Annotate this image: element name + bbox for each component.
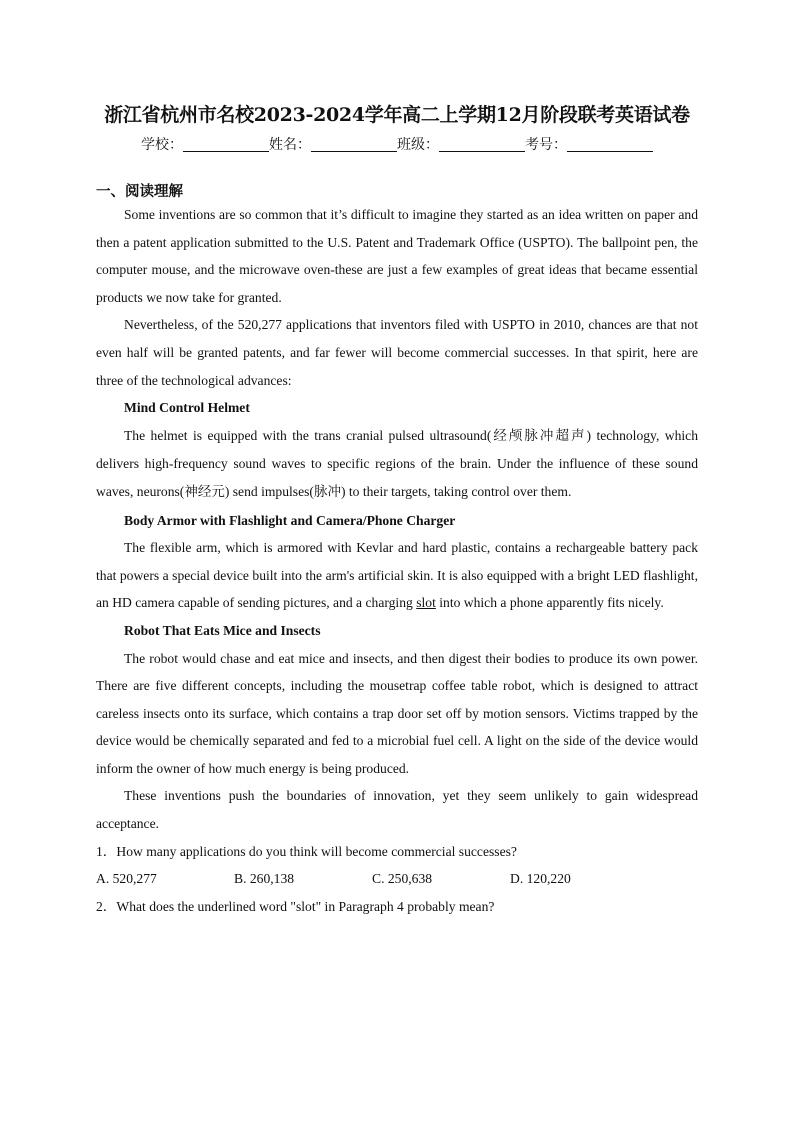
- paragraph-1: Some inventions are so common that it’s difficult to imagine they started as an idea written on paper and then a patent application submitted to the U.S. Patent and Trademark Office (USPTO). The ballpoint pen, the computer mouse, and the microwave oven-these are just a few examples of great ideas that became essential products we now take for granted.: [96, 207, 698, 305]
- p4-text-b: into which a phone apparently fits nicely.: [435, 595, 664, 611]
- exam-number-blank: [567, 137, 653, 152]
- underlined-word-slot: slot: [416, 595, 436, 611]
- paragraph-4: [96, 534, 698, 617]
- p3-chinese-gloss-3: 脉冲: [313, 483, 341, 500]
- school-label: 学校：: [141, 137, 183, 153]
- class-blank: [439, 137, 525, 152]
- section-title: 一、阅读理解: [96, 184, 183, 200]
- name-blank: [311, 137, 397, 152]
- option-a: A. 520,277: [96, 871, 157, 887]
- heading-robot: Robot That Eats Mice and Insects: [124, 622, 321, 638]
- exam-number-label: 考号：: [525, 137, 567, 153]
- name-label: 姓名：: [269, 137, 311, 153]
- paragraph-5: The robot would chase and eat mice and insects, and then digest their bodies to produce its own power. There are five different concepts, including the mousetrap coffee table robot, which is designed to attract careless insects onto its surface, which contains a trap door set off by motion sensors. Victims trapped by the device would be chemically separated and fed to a microbial fuel cell. A light on the side of the device would inform the owner of how much energy is being produced.: [96, 650, 698, 776]
- reading-passage: [96, 201, 698, 920]
- p4-text-a: The flexible arm, which is armored with Kevlar and hard plastic, contains a rechargeable battery pack that powers a special device built into the arm's artificial skin. It is also equipped with a bright LED flashlight, an HD camera capable of sending pictures, and a charging: [96, 540, 698, 611]
- option-c: C. 250,638: [372, 871, 433, 887]
- paragraph-2: Nevertheless, of the 520,277 applications that inventors filed with USPTO in 2010, chances are that not even half will be granted patents, and far fewer will become commercial successes. In that spirit, here are three of the technological advances:: [96, 317, 698, 388]
- p3-chinese-gloss-1: 经颅脉冲超声: [491, 427, 587, 444]
- question-1-options: [96, 865, 698, 893]
- p3-text-c: ) technology, which delivers high-frequency sound waves to specific regions of the brain. Under the influence of these sound waves, neurons(: [96, 427, 698, 499]
- heading-mind-control-helmet: Mind Control Helmet: [124, 400, 250, 416]
- option-b: B. 260,138: [234, 871, 295, 887]
- p3-text-a: The helmet is equipped with the trans cranial pulsed ultrasound(: [124, 427, 492, 443]
- p3-chinese-gloss-2: 神经元: [184, 483, 225, 500]
- student-info-line: [0, 134, 794, 154]
- paragraph-3: [96, 422, 698, 507]
- document-title: 浙江省杭州市名校2023-2024学年高二上学期12月阶段联考英语试卷: [104, 104, 690, 126]
- question-2-stem: 2．What does the underlined word "slot" in Paragraph 4 probably mean?: [96, 898, 495, 914]
- p3-text-e: ) send impulses(: [224, 483, 314, 499]
- p3-text-g: ) to their targets, taking control over them.: [340, 483, 572, 499]
- heading-body-armor: Body Armor with Flashlight and Camera/Phone Charger: [124, 512, 456, 528]
- class-label: 班级：: [397, 137, 439, 153]
- option-d: D. 120,220: [510, 871, 571, 887]
- question-1-stem: 1．How many applications do you think will become commercial successes?: [96, 843, 517, 859]
- paragraph-6: These inventions push the boundaries of innovation, yet they seem unlikely to gain widespread acceptance.: [96, 788, 698, 832]
- school-blank: [183, 137, 269, 152]
